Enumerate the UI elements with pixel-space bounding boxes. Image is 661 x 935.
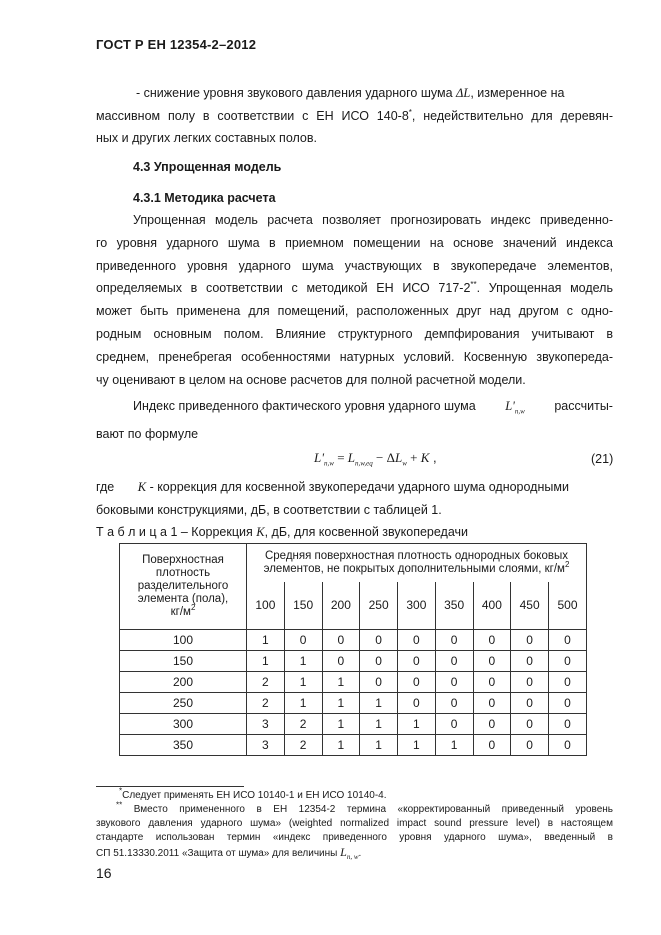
formula-number: (21): [591, 452, 614, 466]
table-caption: Т а б л и ц а 1 – Коррекция K, дБ, для косвенной звукопередачи: [96, 525, 469, 539]
row-label: 350: [120, 735, 247, 756]
table-row: 350 3 2 1 1 1 1 0 0 0: [120, 735, 587, 756]
paragraph-2-line-1: Индекс приведенного фактического уровня ударного шума $L'_{n,w}$ рассчиты-: [133, 399, 613, 416]
page-number: 16: [96, 865, 112, 881]
paragraph-1: Упрощенная модель расчета позволяет прогнозировать индекс приведенно- го уровня ударного шума в приемном помещении на основе значений индекса приведенного уровня ударного шума участвующих в звукопередаче элементов, определяемых в соответствии с методикой ЕН ИСО 717-2**. Упрощенная модель может быть применена для помещений, расположенных друг над другом с одно- родным основным полом. Влияние структурного демпфирования учитывают в среднем, пренебрегая особенностями натурных условий. Косвенную звукопереда- чу оценивают в целом на основе расчетов для полной расчетной модели.: [96, 213, 613, 387]
row-header-cell: Поверхностная плотность разделительного элемента (пола), $кг/м^2$: [120, 544, 247, 630]
column-header: 300: [398, 582, 436, 630]
intro-line-2: массивном полу в соответствии с ЕН ИСО 140-8*, недействительно для деревян-: [96, 107, 613, 123]
column-header: 500: [549, 582, 587, 630]
table-row: 250 2 1 1 1 0 0 0 0 0: [120, 693, 587, 714]
row-label: 150: [120, 651, 247, 672]
row-label: 250: [120, 693, 247, 714]
column-header: 100: [247, 582, 285, 630]
row-label: 200: [120, 672, 247, 693]
paragraph-2-line-2: вают по формуле: [96, 427, 199, 441]
footnote-2: ** Вместо примененного в ЕН 12354-2 термина «корректированный приведенный уровень звукового давления ударного шума» (weighted normalized impact sound pressure level) в настоящем стандарте использован термин «индекс приведенного уровня ударного шума», введенный в СП 51.13330.2011 «Защита от шума» для величины $L_{n, w}$.: [96, 800, 613, 861]
footnote-1: *Следует применять ЕН ИСО 10140-1 и ЕН ИСО 10140-4.: [119, 786, 387, 801]
where-line-1: где K - коррекция для косвенной звукопередачи ударного шума однородными: [96, 480, 569, 494]
column-header: 450: [511, 582, 549, 630]
document-header: ГОСТ Р ЕН 12354-2–2012: [96, 37, 257, 52]
row-label: 100: [120, 630, 247, 651]
footnote-mark: *: [408, 107, 412, 117]
k-symbol: K: [137, 480, 147, 494]
column-header: 400: [473, 582, 511, 630]
where-line-2: боковыми конструкциями, дБ, в соответствии с таблицей 1.: [96, 503, 442, 517]
formula-21: $L'_{n,w} = L_{n,w,eq} - \Delta L_w + K$ ,: [314, 450, 437, 468]
intro-line-3: ных и других легких составных полов.: [96, 131, 317, 145]
column-header: 350: [435, 582, 473, 630]
table-row: 200 2 1 1 0 0 0 0 0 0: [120, 672, 587, 693]
subsection-heading: 4.3.1 Методика расчета: [133, 191, 276, 205]
delta-l-symbol: ΔL: [456, 86, 471, 100]
l-prime-nw-symbol: L': [505, 399, 515, 413]
column-header: 200: [322, 582, 360, 630]
table-row: 150 1 1 0 0 0 0 0 0 0: [120, 651, 587, 672]
column-group-header: Средняя поверхностная плотность однородных боковых элементов, не покрытых дополнительными слоями, $кг/м^2$: [247, 544, 587, 582]
correction-table: [119, 543, 587, 756]
column-header: 150: [284, 582, 322, 630]
table-row: 100 1 0 0 0 0 0 0 0 0: [120, 630, 587, 651]
table-row: 300 3 2 1 1 1 0 0 0 0: [120, 714, 587, 735]
column-header: 250: [360, 582, 398, 630]
row-label: 300: [120, 714, 247, 735]
intro-line-1: - снижение уровня звукового давления ударного шума ΔL, измеренное на: [136, 86, 565, 100]
section-heading: 4.3 Упрощенная модель: [133, 160, 282, 174]
